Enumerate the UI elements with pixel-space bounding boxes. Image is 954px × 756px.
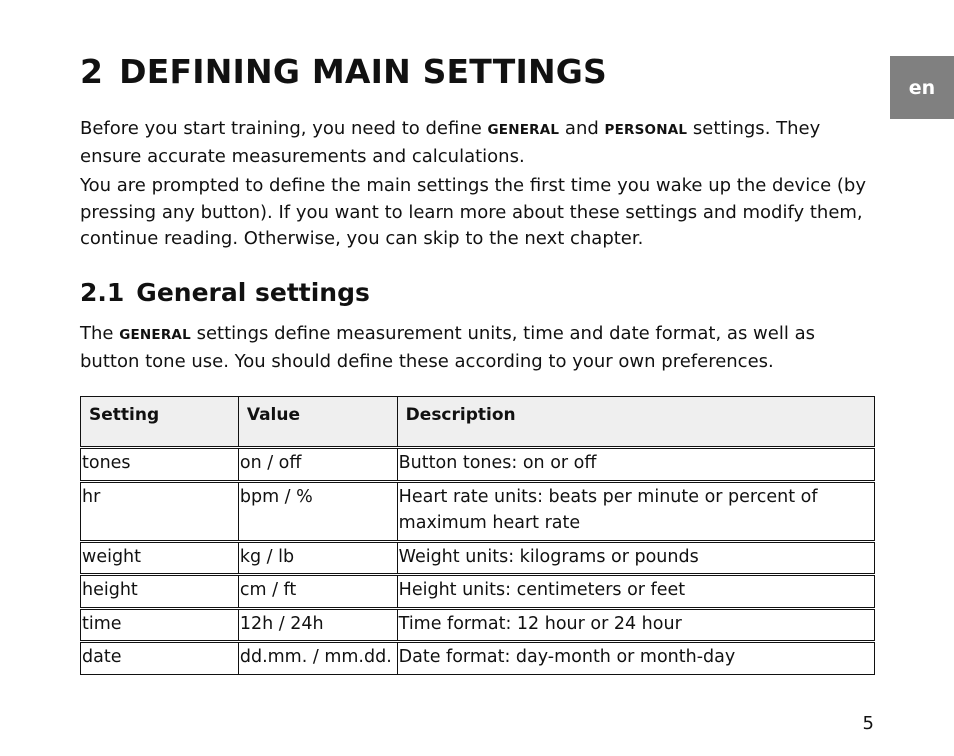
description-cell: Height units: centimeters or feet <box>397 576 874 608</box>
table-row <box>81 643 875 675</box>
table-row <box>81 542 875 574</box>
text-run: settings. They ensure accurate measurements and calculations. <box>80 118 821 167</box>
description-cell: Heart rate units: beats per minute or percent of maximum heart rate <box>397 482 874 540</box>
page-title <box>80 52 607 91</box>
value-cell: on / off <box>238 449 397 481</box>
chapter-number: 2 <box>80 52 104 91</box>
setting-cell: height <box>81 576 239 608</box>
table-row <box>81 576 875 608</box>
setting-cell: weight <box>81 542 239 574</box>
description-cell: Time format: 12 hour or 24 hour <box>397 609 874 641</box>
value-cell: bpm / % <box>238 482 397 540</box>
setting-cell: hr <box>81 482 239 540</box>
table-row <box>81 449 875 481</box>
setting-cell: date <box>81 643 239 675</box>
language-tab: en <box>890 56 954 119</box>
chapter-title: DEFINING MAIN SETTINGS <box>119 52 608 91</box>
column-header-value: Value <box>238 397 397 447</box>
value-cell: kg / lb <box>238 542 397 574</box>
description-cell: Button tones: on or off <box>397 449 874 481</box>
text-run: settings define measurement units, time and date format, as well as button tone use. You should define these according to your own preferences. <box>80 323 815 372</box>
settings-table <box>80 396 875 675</box>
column-header-description: Description <box>397 397 874 447</box>
section-number: 2.1 <box>80 278 125 307</box>
value-cell: dd.mm. / mm.dd. <box>238 643 397 675</box>
column-header-setting: Setting <box>81 397 239 447</box>
setting-cell: time <box>81 609 239 641</box>
description-cell: Weight units: kilograms or pounds <box>397 542 874 574</box>
table-row <box>81 609 875 641</box>
description-cell: Date format: day-month or month-day <box>397 643 874 675</box>
text-run: The <box>80 323 120 344</box>
section-title: General settings <box>136 278 370 307</box>
general-term: GENERAL <box>487 122 560 138</box>
intro-paragraph-1 <box>80 116 875 170</box>
value-cell: 12h / 24h <box>238 609 397 641</box>
setting-cell: tones <box>81 449 239 481</box>
section-paragraph <box>80 321 875 375</box>
general-term: GENERAL <box>119 327 191 343</box>
text-run: Before you start training, you need to define <box>80 118 488 139</box>
section-heading <box>80 278 370 307</box>
text-run: and <box>559 118 605 139</box>
page-number: 5 <box>862 713 874 734</box>
table-header-row <box>81 397 875 447</box>
personal-term: PERSONAL <box>604 122 688 138</box>
intro-paragraph-2: You are prompted to define the main settings the first time you wake up the device (by pressing any button). If you want to learn more about these settings and modify them, continue reading. Otherwise, you can skip to the next chapter. <box>80 175 866 249</box>
value-cell: cm / ft <box>238 576 397 608</box>
table-row <box>81 482 875 540</box>
